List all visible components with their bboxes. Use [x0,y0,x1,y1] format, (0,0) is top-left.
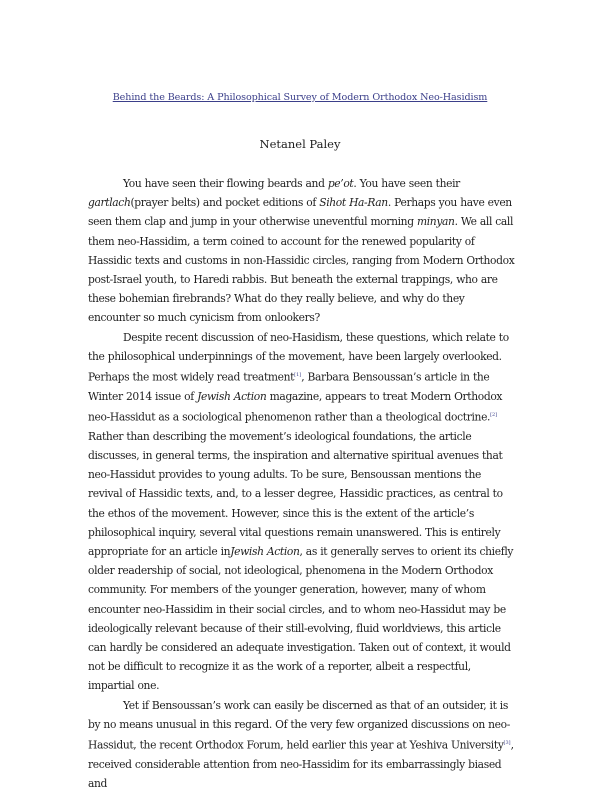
paragraph-3 [88,696,518,793]
text-run: (prayer belts) and pocket editions of [130,196,320,210]
text-run: Yet if Bensoussan’s work can easily be discerned as that of an outsider, it is by no means unusual in this regard. Of the very few organized discussions on neo-Hassidut, the recent Orthodox Forum, held earlier this year at Yeshiva University [88,698,510,752]
text-run: . Perhaps you have even seen them clap and jump in your otherwise uneventful morning [88,196,512,229]
text-run: . We all call them neo-Hassidim, a term coined to account for the renewed popularity of Hassidic texts and customs in non-Hassidic circles, ranging from Modern Orthodox post-Israel youth, to Haredi rabbis. But beneath the external trappings, who are these bohemian firebrands? What do they really believe, and why do they encounter so much cynicism from onlookers? [88,215,515,325]
footnote-link-1[interactable]: [1] [294,372,302,379]
text-run: Rather than describing the movement’s ideological foundations, the article discusses, in general terms, the inspiration and alternative spiritual avenues that neo-Hassidut provides to young adults. To be sure, Bensoussan mentions the revival of Hassidic texts, and, to a lesser degree, Hassidic practices, as central to the ethos of the movement. However, since this is the extent of the article’s philosophical inquiry, several vital questions remain unanswered. This is entirely appropriate for an article in [88,429,503,558]
text-run: , Barbara Bensoussan’s article in the Winter 2014 issue of [88,370,490,403]
text-run: , received considerable attention from neo-Hassidim for its embarrassingly biased and [88,738,514,790]
footnote-link-2[interactable]: [2] [490,412,498,418]
paragraph-2 [88,328,518,696]
author-name: Netanel Paley [259,137,341,151]
text-run: magazine, appears to treat Modern Orthodox neo-Hassidut as a sociological phenomenon rather than a theological doctrine. [88,389,503,424]
document-title[interactable]: Behind the Beards: A Philosophical Survey of Modern Orthodox Neo-Hasidism [112,92,488,103]
article-body [88,174,518,793]
italic-term: Sihot Ha-Ran [319,196,388,210]
italic-term: Jewish Action [230,544,300,558]
footnote-link-3[interactable]: [3] [503,740,511,747]
italic-term: Jewish Action [197,389,267,403]
italic-term: minyan [416,215,455,229]
text-run: Despite recent discussion of neo-Hasidism, these questions, which relate to the philosophical underpinnings of the movement, have been largely overlooked. Perhaps the most widely read treatment [88,330,509,384]
italic-term: gartlach [88,196,131,210]
italic-term: pe’ot [327,177,354,190]
text-run: You have seen their flowing beards and [123,177,328,190]
text-run: . You have seen their [353,177,460,190]
text-run: , as it generally serves to orient its chiefly older readership of social, not ideological, phenomena in the Modern Orthodox community. For members of the younger generation, however, many of whom encounter neo-Hassidim in their social circles, and to whom neo-Hassidut may be ideologically relevant because of their still-evolving, fluid worldviews, this article can hardly be considered an adequate investigation. Taken out of context, it would not be difficult to recognize it as the work of a reporter, albeit a respectful, impartial one. [88,544,514,693]
paragraph-1 [88,174,518,328]
